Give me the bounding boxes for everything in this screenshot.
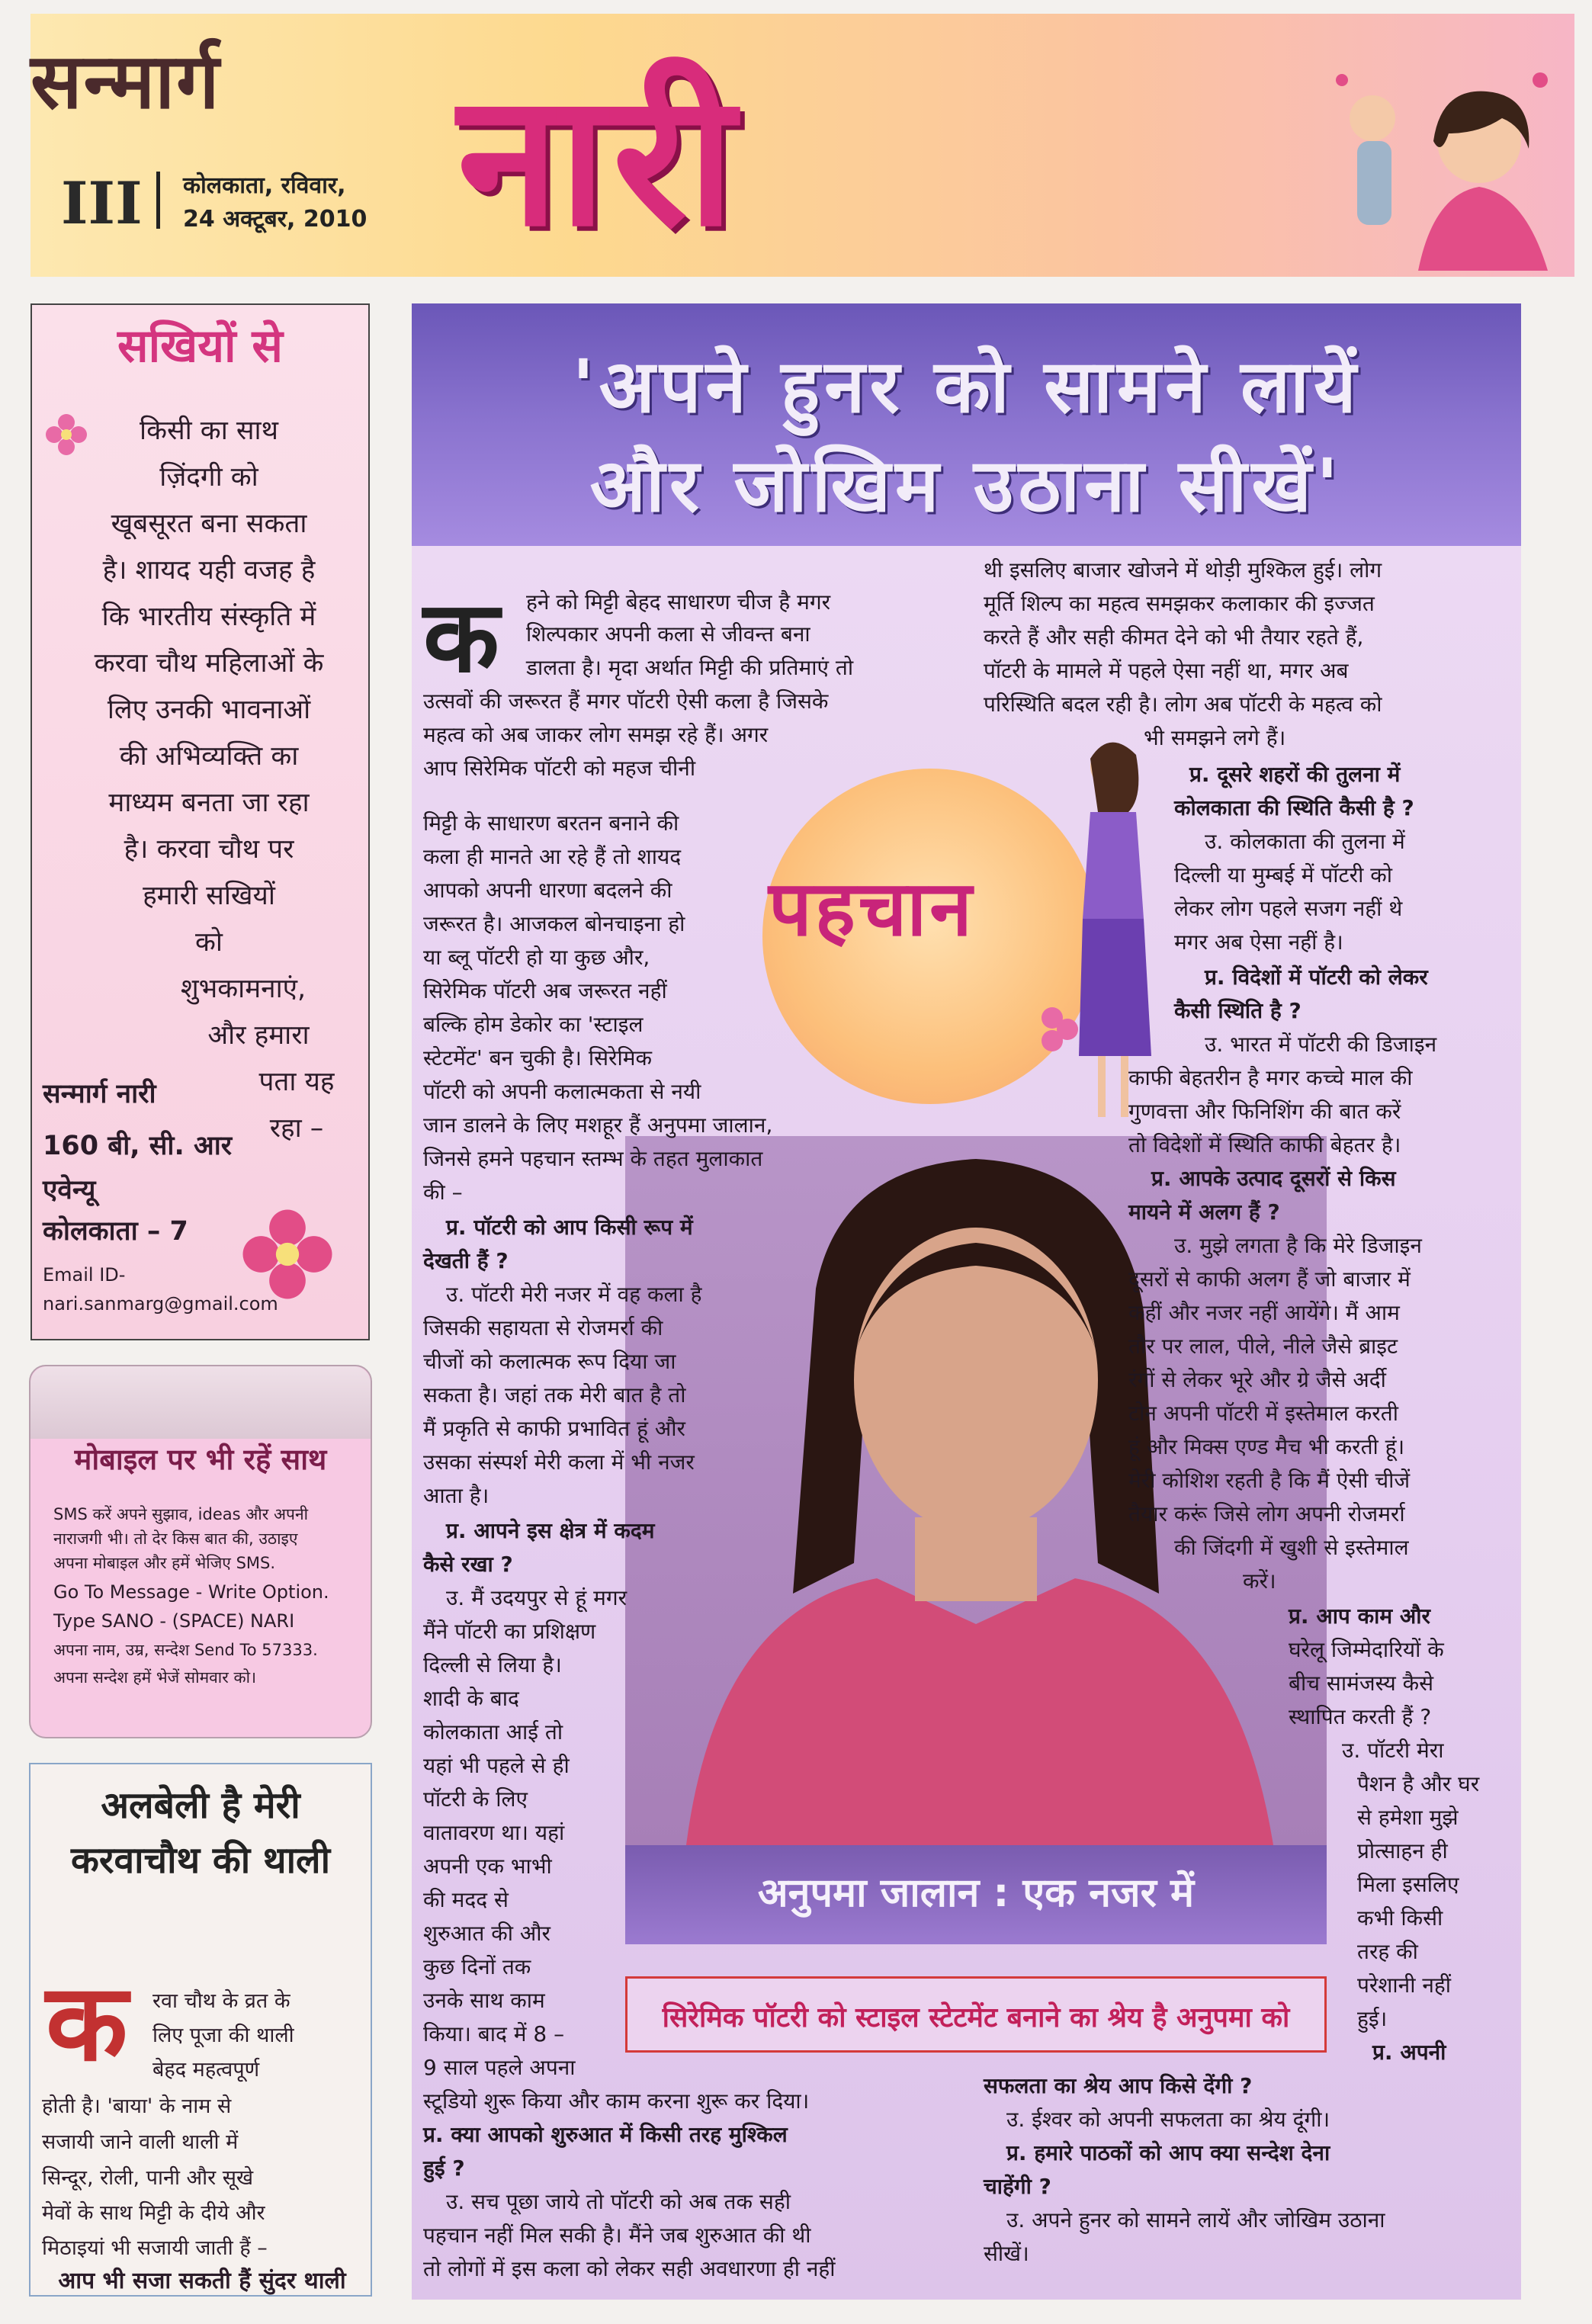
- mobile-title: मोबाइल पर भी रहें साथ: [74, 1443, 327, 1476]
- article-line: उ. अपने हुनर को सामने लायें और जोखिम उठाना: [1006, 2207, 1385, 2233]
- albeli-line: लिए पूजा की थाली: [152, 2024, 294, 2047]
- dateline-place-day: कोलकाता, रविवार,: [183, 172, 346, 199]
- albeli-title-line: अलबेली है मेरी: [101, 1784, 300, 1827]
- albeli-line: मेवों के साथ मिट्टी के दीये और: [42, 2201, 265, 2225]
- wishes-line: को: [195, 927, 223, 958]
- article-line: उ. पॉटरी मेरा: [1342, 1738, 1444, 1763]
- article-line: परेशानी नहीं: [1357, 1973, 1452, 1998]
- address-line: एवेन्यू: [43, 1175, 96, 1205]
- email-label: Email ID-: [43, 1264, 126, 1286]
- article-line: तो लोगों में इस कला को लेकर सही अवधारणा ही नहीं: [423, 2256, 836, 2281]
- albeli-title-line: करवाचौथ की थाली: [71, 1839, 330, 1882]
- section-title: नारी: [457, 53, 741, 267]
- wishes-line: है। करवा चौथ पर: [124, 834, 294, 865]
- article-line: उ. सच पूछा जाये तो पॉटरी को अब तक सही: [446, 2189, 791, 2214]
- albeli-line: मिठाइयां भी सजायी जाती हैं –: [42, 2236, 268, 2260]
- wishes-line: करवा चौथ महिलाओं के: [94, 648, 324, 679]
- article-line: प्र. अपनी: [1372, 2040, 1446, 2065]
- mobile-line: नाराजगी भी। तो देर किस बात की, उठाइए: [53, 1530, 298, 1548]
- mobile-line: SMS करें अपने सुझाव, ideas और अपनी: [53, 1505, 309, 1523]
- wishes-line: है। शायद यही वजह है: [102, 555, 316, 586]
- article-line: की मदद से: [423, 1887, 509, 1912]
- article-line: कला ही मानते आ रहे हैं तो शायद: [423, 844, 682, 869]
- article-line: सकता है। जहां तक मेरी बात है तो: [423, 1382, 686, 1408]
- wishes-line: ज़िंदगी को: [159, 462, 258, 493]
- wishes-line: रहा –: [269, 1113, 324, 1144]
- article-line: मिट्टी के साधारण बरतन बनाने की: [423, 811, 679, 836]
- headline-banner: [412, 303, 1521, 546]
- article-line: बीच सामंजस्य कैसे: [1289, 1671, 1434, 1696]
- article-line: मैंने पॉटरी का प्रशिक्षण: [423, 1619, 596, 1644]
- issue-number: III: [61, 169, 143, 237]
- article-line: प्र. विदेशों में पॉटरी को लेकर: [1205, 965, 1428, 990]
- article-line: पॉटरी के मामले में पहले ऐसा नहीं था, मगर अब: [984, 658, 1349, 683]
- mobile-line: अपना सन्देश हमें भेजें सोमवार को।: [53, 1668, 257, 1687]
- article-line: दिल्ली या मुम्बई में पॉटरी को: [1174, 862, 1393, 888]
- article-line: सफलता का श्रेय आप किसे देंगी ?: [984, 2073, 1253, 2098]
- article-line: आता है।: [423, 1483, 489, 1508]
- article-line: मूर्ति शिल्प का महत्व समझकर कलाकार की इज्जत: [984, 591, 1375, 616]
- article-line: लेकर लोग पहले सजग नहीं थे: [1174, 896, 1403, 921]
- article-line: मिला इसलिए: [1357, 1872, 1459, 1897]
- article-line: चीजों को कलात्मक रूप दिया जा: [423, 1349, 676, 1374]
- wishes-body: [49, 408, 369, 1152]
- article-line: अपनी एक भाभी: [423, 1854, 552, 1879]
- article-line: की –: [423, 1180, 463, 1205]
- article-line: प्रोत्साहन ही: [1357, 1838, 1448, 1863]
- wishes-line: खूबसूरत बना सकता: [111, 509, 307, 539]
- wishes-line: लिए उनकी भावनाओं: [107, 695, 311, 725]
- article-line: कैसे रखा ?: [423, 1552, 513, 1577]
- article-line: सिरेमिक पॉटरी अब जरूरत नहीं: [423, 978, 667, 1003]
- article-line: गुणवत्ता और फिनिशिंग की बात करें: [1128, 1099, 1401, 1124]
- article-line: उ. मुझे लगता है कि मेरे डिजाइन: [1174, 1233, 1422, 1258]
- wishes-title: सखियों से: [117, 319, 283, 373]
- email-address: nari.sanmarg@gmail.com: [43, 1293, 278, 1314]
- article-line: उ. कोलकाता की तुलना में: [1205, 829, 1405, 854]
- article-line: कैसी स्थिति है ?: [1174, 998, 1302, 1023]
- albeli-line: सिन्दूर, रोली, पानी और सूखे: [42, 2166, 254, 2190]
- article-line: प्र. हमारे पाठकों को आप क्या सन्देश देना: [1006, 2140, 1330, 2165]
- albeli-closing: आप भी सजा सकती हैं सुंदर थाली: [58, 2268, 346, 2294]
- article-line: टोन अपनी पॉटरी में इस्तेमाल करती: [1128, 1401, 1398, 1426]
- article-line: जान डालने के लिए मशहूर हैं अनुपमा जालान,: [423, 1112, 773, 1138]
- wishes-line: की अभिव्यक्ति का: [119, 741, 299, 772]
- albeli-line: रवा चौथ के व्रत के: [152, 1989, 290, 2013]
- article-line: यहां भी पहले से ही: [423, 1753, 570, 1778]
- article-line: घरेलू जिम्मेदारियों के: [1289, 1637, 1444, 1662]
- woman-illustration-icon: [1327, 57, 1563, 271]
- article-line: पैशन है और घर: [1357, 1771, 1480, 1796]
- article-line: चाहेंगी ?: [984, 2174, 1051, 2199]
- article-line: से हमेशा मुझे: [1357, 1805, 1459, 1830]
- address-line: सन्मार्ग नारी: [43, 1079, 156, 1109]
- profile-title: अनुपमा जालान : एक नजर में: [757, 1870, 1195, 1916]
- mobile-sms-box: [29, 1365, 372, 1738]
- wishes-sidebar: [30, 303, 370, 1340]
- article-line: प्र. पॉटरी को आप किसी रूप में: [446, 1215, 693, 1240]
- article-line: उ. भारत में पॉटरी की डिजाइन: [1205, 1032, 1437, 1057]
- address-line: कोलकाता – 7: [43, 1216, 188, 1247]
- mobile-line: अपना नाम, उम्र, सन्देश Send To 57333.: [53, 1641, 318, 1659]
- article-line: जिनसे हमने पहचान स्तम्भ के तहत मुलाकात: [423, 1146, 763, 1171]
- phone-top: [30, 1366, 371, 1439]
- article-line: पॉटरी को अपनी कलात्मकता से नयी: [423, 1079, 701, 1104]
- article-line: पहचान नहीं मिल सकी है। मैंने जब शुरुआत की थी: [423, 2223, 811, 2248]
- article-line: शिल्पकार अपनी कला से जीवन्त बना: [526, 621, 810, 647]
- wishes-line: किसी का साथ: [140, 416, 278, 446]
- article-line: प्र. आपने इस क्षेत्र में कदम: [446, 1518, 655, 1543]
- article-line: हुई ?: [423, 2155, 465, 2181]
- article-line: हने को मिट्टी बेहद साधारण चीज है मगर: [526, 589, 831, 615]
- newspaper-brand: सन्मार्ग: [30, 36, 221, 126]
- wishes-line: शुभकामनाएं,: [180, 974, 307, 1004]
- article-line: मेरी कोशिश रहती है कि मैं ऐसी चीजें: [1128, 1468, 1411, 1493]
- article-line: आपको अपनी धारणा बदलने की: [423, 878, 672, 903]
- article-line: उसका संस्पर्श मेरी कला में भी नजर: [423, 1449, 695, 1475]
- dateline-date: 24 अक्टूबर, 2010: [183, 206, 368, 233]
- article-line: रंगों से लेकर भूरे और ग्रे जैसे अर्दी: [1128, 1367, 1386, 1392]
- article-line: कोलकाता की स्थिति कैसी है ?: [1174, 795, 1414, 820]
- mobile-line: Go To Message - Write Option.: [53, 1581, 329, 1603]
- article-line: उनके साथ काम: [423, 1988, 545, 2013]
- mobile-line: Type SANO - (SPACE) NARI: [53, 1610, 295, 1632]
- flower-decoration-icon: [238, 1205, 337, 1304]
- article-line: मगर अब ऐसा नहीं है।: [1174, 929, 1343, 955]
- article-line: तरह की: [1357, 1939, 1418, 1964]
- article-line: महत्व को अब जाकर लोग समझ रहे हैं। अगर: [423, 722, 769, 747]
- headline-line: और जोखिम उठाना सीखें': [589, 442, 1343, 528]
- article-line: काफी बेहतरीन है मगर कच्चे माल की: [1128, 1065, 1413, 1090]
- article-line: बल्कि होम डेकोर का 'स्टाइल: [423, 1012, 644, 1037]
- article-line: उ. पॉटरी मेरी नजर में वह कला है: [446, 1282, 702, 1307]
- article-line: किया। बाद में 8 –: [423, 2021, 565, 2046]
- wishes-line: कि भारतीय संस्कृति में: [101, 602, 316, 632]
- article-line: तैयार करूं जिसे लोग अपनी रोजमर्रा: [1128, 1501, 1405, 1526]
- article-line: 9 साल पहले अपना: [423, 2055, 576, 2080]
- article-line: दूसरों से काफी अलग हैं जो बाजार में: [1128, 1266, 1411, 1292]
- article-line: थी इसलिए बाजार खोजने में थोड़ी मुश्किल हुई। लोग: [984, 557, 1382, 583]
- article-line: पॉटरी के लिए: [423, 1786, 528, 1812]
- albeli-line: सजायी जाने वाली थाली में: [42, 2130, 239, 2154]
- article-line: आप सिरेमिक पॉटरी को महज चीनी: [423, 756, 696, 781]
- dateline: [183, 169, 367, 236]
- article-line: की जिंदगी में खुशी से इस्तेमाल: [1174, 1535, 1409, 1560]
- article-line: जिसकी सहायता से रोजमर्रा की: [423, 1315, 663, 1340]
- article-line: भी समझने लगे हैं।: [1144, 725, 1286, 750]
- article-line: प्र. आपके उत्पाद दूसरों से किस: [1151, 1166, 1396, 1191]
- article-line: प्र. आप काम और: [1289, 1603, 1430, 1629]
- tagline: सिरेमिक पॉटरी को स्टाइल स्टेटमेंट बनाने का श्रेय है अनुपमा को: [662, 2002, 1290, 2034]
- article-line: तौर पर लाल, पीले, नीले जैसे ब्राइट: [1128, 1334, 1398, 1359]
- address-line: 160 बी, सी. आर: [43, 1131, 233, 1161]
- divider: [156, 172, 160, 229]
- article-line: करते हैं और सही कीमत देने को भी तैयार रहते हैं,: [984, 624, 1364, 650]
- article-line: डालता है। मृदा अर्थात मिट्टी की प्रतिमाएं तो: [526, 655, 854, 680]
- article-line: हूं और मिक्स एण्ड मैच भी करती हूं।: [1128, 1434, 1405, 1459]
- article-line: प्र. दूसरे शहरों की तुलना में: [1189, 762, 1401, 787]
- article-line: शुरुआत की और: [423, 1921, 551, 1946]
- article-line: दिल्ली से लिया है।: [423, 1652, 562, 1677]
- albeli-line: होती है। 'बाया' के नाम से: [42, 2094, 232, 2118]
- albeli-thali-box: [29, 1763, 372, 2297]
- article-line: जरूरत है। आजकल बोनचाइना हो: [423, 911, 685, 936]
- article-line: या ब्लू पॉटरी हो या कुछ और,: [423, 945, 650, 970]
- article-line: प्र. क्या आपको शुरुआत में किसी तरह मुश्किल: [423, 2122, 788, 2147]
- article-line: शादी के बाद: [423, 1686, 519, 1711]
- article-line: स्टेटमेंट' बन चुकी है। सिरेमिक: [423, 1045, 652, 1071]
- article-line: उत्सवों की जरूरत हैं मगर पॉटरी ऐसी कला है जिसके: [423, 689, 829, 714]
- wishes-line: माध्यम बनता जा रहा: [108, 788, 310, 818]
- article-line: तो विदेशों में स्थिति काफी बेहतर है।: [1128, 1132, 1401, 1157]
- article-line: कुछ दिनों तक: [423, 1954, 531, 1979]
- article-line: कभी किसी: [1357, 1905, 1443, 1931]
- wishes-line: और हमारा: [207, 1020, 310, 1051]
- albeli-line: बेहद महत्वपूर्ण: [152, 2058, 260, 2082]
- article-line: स्टूडियो शुरू किया और काम करना शुरू कर दिया।: [423, 2088, 810, 2114]
- wishes-line: पता यह: [258, 1067, 335, 1097]
- mobile-line: अपना मोबाइल और हमें भेजिए SMS.: [53, 1554, 276, 1572]
- headline-line: 'अपने हुनर को सामने लायें: [572, 343, 1361, 429]
- article-line: वातावरण था। यहां: [423, 1820, 565, 1845]
- article-line: मायने में अलग हैं ?: [1128, 1199, 1280, 1225]
- article-line: उ. मैं उदयपुर से हूं मगर: [446, 1585, 627, 1610]
- article-line: सीखें।: [984, 2241, 1029, 2266]
- article-line: हुई।: [1357, 2006, 1388, 2031]
- article-line: परिस्थिति बदल रही है। लोग अब पॉटरी के महत्व को: [984, 692, 1382, 717]
- article-line: कोलकाता आई तो: [423, 1719, 563, 1745]
- article-line: उ. ईश्वर को अपनी सफलता का श्रेय दूंगी।: [1006, 2107, 1330, 2132]
- article-line: कहीं और नजर नहीं आयेंगे। मैं आम: [1128, 1300, 1400, 1325]
- article-line: करें।: [1243, 1568, 1276, 1594]
- column-label: पहचान: [769, 864, 975, 953]
- drop-cap: क: [423, 579, 499, 695]
- article-line: देखती हैं ?: [423, 1248, 509, 1273]
- article-line: मैं प्रकृति से काफी प्रभावित हूं और: [423, 1416, 685, 1441]
- wishes-line: हमारी सखियों: [143, 881, 275, 911]
- article-line: स्थापित करती हैं ?: [1289, 1704, 1432, 1729]
- drop-cap: क: [46, 1961, 128, 2085]
